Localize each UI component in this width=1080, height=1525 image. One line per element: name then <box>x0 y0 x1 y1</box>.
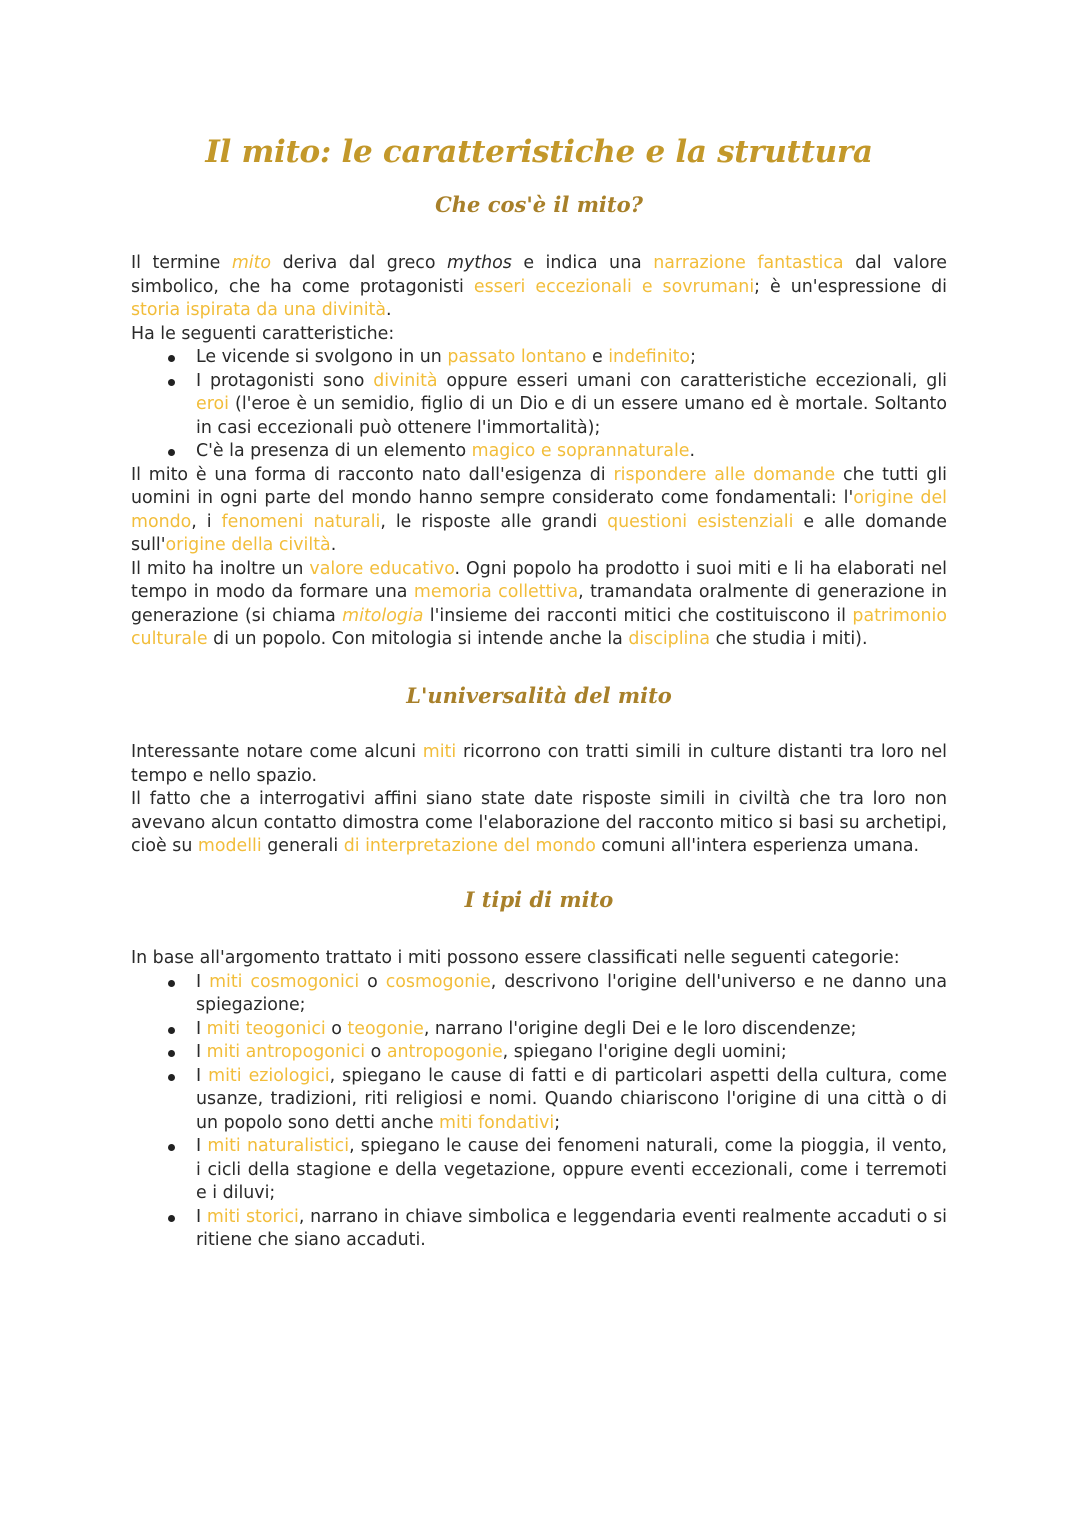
text-run: e indica una <box>511 253 654 273</box>
paragraph <box>131 788 947 859</box>
text-run: Il termine <box>131 253 232 273</box>
text-run: o <box>365 1042 387 1062</box>
text-run: , narrano in chiave simbolica e leggendaria eventi realmente accaduti o si ritiene che siano accaduti. <box>196 1206 947 1250</box>
highlighted-term: miti storici <box>206 1206 299 1227</box>
highlighted-term: di interpretazione del mondo <box>343 836 596 856</box>
list-item <box>196 1135 947 1206</box>
section-heading-universality: L'universalità del mito <box>406 683 672 708</box>
text-run: I <box>196 1136 208 1156</box>
highlighted-term: narrazione fantastica <box>653 253 844 273</box>
text-run: , descrivono l'origine dell'universo e ne danno una spiegazione; <box>196 971 947 1015</box>
highlighted-term: miti <box>422 742 457 762</box>
text-run: . <box>330 535 337 555</box>
section-universality-body <box>131 741 947 859</box>
section-heading-what-is-myth: Che cos'è il mito? <box>435 192 643 217</box>
list-item <box>196 1018 947 1042</box>
text-run: di un popolo. Con mitologia si intende anche la <box>207 629 629 649</box>
text-run: Il mito è una forma di racconto nato dall'esigenza di <box>131 464 614 485</box>
paragraph <box>131 741 947 788</box>
highlighted-term: miti cosmogonici <box>209 971 360 992</box>
paragraph <box>131 558 947 652</box>
highlighted-term: magico e soprannaturale <box>471 441 690 461</box>
text-run: , tramandata oralmente di generazione in generazione (si chiama <box>131 582 947 626</box>
highlighted-term: miti fondativi <box>439 1112 555 1133</box>
text-run: o <box>359 971 386 992</box>
text-run: . <box>386 300 392 320</box>
highlighted-term: indefinito <box>608 347 691 367</box>
text-run: , spiegano le cause dei fenomeni naturali, come la pioggia, il vento, i cicli della stagione e della vegetazione, oppure eventi eccezionali, come i terremoti e i diluvi; <box>196 1136 947 1203</box>
highlighted-term: fenomeni naturali <box>221 511 381 532</box>
text-run: Il mito ha inoltre un <box>131 558 310 579</box>
highlighted-term: teogonie <box>347 1018 424 1039</box>
text-run: che tutti gli uomini in ogni parte del mondo hanno sempre considerato come fondamentali: l' <box>131 464 948 508</box>
text-run: ricorrono con tratti simili in culture distanti tra loro nel tempo e nello spazio. <box>131 742 948 786</box>
text-run: Il fatto che a interrogativi affini siano state date risposte simili in civiltà che tra loro non avevano alcun contatto dimostra come l'elaborazione del racconto mitico si basi su archetipi, cioè su <box>131 789 947 856</box>
text-run: generali <box>261 836 344 856</box>
paragraph <box>131 464 947 558</box>
text-run: Interessante notare come alcuni <box>131 742 423 762</box>
list-item <box>196 1206 947 1253</box>
text-run: che studia i miti). <box>710 629 868 649</box>
text-run: Le vicende si svolgono in un <box>196 347 448 367</box>
text-run: mythos <box>447 253 512 273</box>
list-item <box>196 440 947 464</box>
text-run: comuni all'intera esperienza umana. <box>595 836 920 856</box>
text-run: , i <box>191 511 222 532</box>
text-run: e alle domande sull' <box>131 511 947 555</box>
text-run: I <box>196 1065 209 1086</box>
paragraph-lead: Ha le seguenti caratteristiche: <box>131 323 395 344</box>
text-run: oppure esseri umani con caratteristiche eccezionali, gli <box>437 370 947 391</box>
section-types-body <box>131 947 947 1253</box>
highlighted-term: valore educativo <box>309 558 455 579</box>
text-run: I protagonisti sono <box>196 370 374 391</box>
highlighted-term: storia ispirata da una divinità <box>131 300 387 320</box>
list-item <box>196 346 947 370</box>
types-list <box>131 971 947 1253</box>
text-run: , narrano l'origine degli Dei e le loro discendenze; <box>423 1018 857 1039</box>
highlighted-term: patrimonio culturale <box>131 605 947 649</box>
text-run: dal valore simbolico, che ha come protagonisti <box>131 253 948 297</box>
characteristics-list <box>131 346 947 464</box>
text-run: l'insieme dei racconti mitici che costituiscono il <box>423 605 853 626</box>
highlighted-term: passato lontano <box>447 347 587 367</box>
text-run: C'è la presenza di un elemento <box>196 441 472 461</box>
text-run: e <box>586 347 609 367</box>
text-run: , spiegano l'origine degli uomini; <box>502 1042 787 1062</box>
text-run: deriva dal greco <box>271 253 448 273</box>
text-run: (l'eroe è un semidio, figlio di un Dio e di un essere umano ed è mortale. Soltanto in casi eccezionali può ottenere l'immortalità); <box>196 394 947 438</box>
highlighted-term: miti eziologici <box>208 1065 330 1086</box>
highlighted-term: origine del mondo <box>131 488 948 532</box>
section-what-is-myth-body <box>131 252 947 652</box>
highlighted-term: antropogonie <box>386 1042 503 1062</box>
highlighted-term: miti teogonici <box>206 1018 326 1039</box>
text-run: , spiegano le cause di fatti e di particolari aspetti della cultura, come usanze, tradizioni, riti religiosi e nomi. Quando chiariscono l'origine di una città o di un popolo sono detti anche <box>196 1065 947 1133</box>
highlighted-term: cosmogonie <box>385 971 491 992</box>
text-run: ; <box>554 1112 561 1133</box>
text-run: , le risposte alle grandi <box>380 511 608 532</box>
section-heading-types: I tipi di mito <box>464 887 614 912</box>
highlighted-term: esseri eccezionali e sovrumani <box>473 276 755 297</box>
highlighted-term: mito <box>231 253 272 273</box>
paragraph <box>131 252 947 323</box>
highlighted-term: miti naturalistici <box>207 1136 350 1156</box>
highlighted-term: rispondere alle domande <box>613 464 836 485</box>
highlighted-term: modelli <box>197 836 262 856</box>
text-run: ; <box>690 347 696 367</box>
highlighted-term: divinità <box>373 370 438 391</box>
text-run: o <box>325 1018 348 1039</box>
list-item <box>196 1065 947 1136</box>
highlighted-term: questioni esistenziali <box>607 511 794 532</box>
text-run: . <box>689 441 696 461</box>
text-run: I <box>196 1206 207 1227</box>
highlighted-term: memoria collettiva <box>413 582 579 602</box>
text-run: . Ogni popolo ha prodotto i suoi miti e li ha elaborati nel tempo in modo da formare una <box>131 558 947 602</box>
paragraph <box>131 947 947 971</box>
text-run: I <box>196 1042 207 1062</box>
highlighted-term: disciplina <box>628 629 711 649</box>
list-item <box>196 971 947 1018</box>
list-item <box>196 370 947 441</box>
highlighted-term: mitologia <box>342 605 424 626</box>
text-run: In base all'argomento trattato i miti possono essere classificati nelle seguenti categorie: <box>131 948 900 968</box>
highlighted-term: miti antropogonici <box>206 1042 366 1062</box>
text-run: I <box>196 1018 207 1039</box>
list-item <box>196 1041 947 1065</box>
highlighted-term: eroi <box>196 394 229 414</box>
highlighted-term: origine della civiltà <box>165 535 331 555</box>
text-run: ; è un'espressione di <box>754 276 947 297</box>
page-title: Il mito: le caratteristiche e la struttura <box>205 134 873 170</box>
text-run: I <box>196 971 210 992</box>
